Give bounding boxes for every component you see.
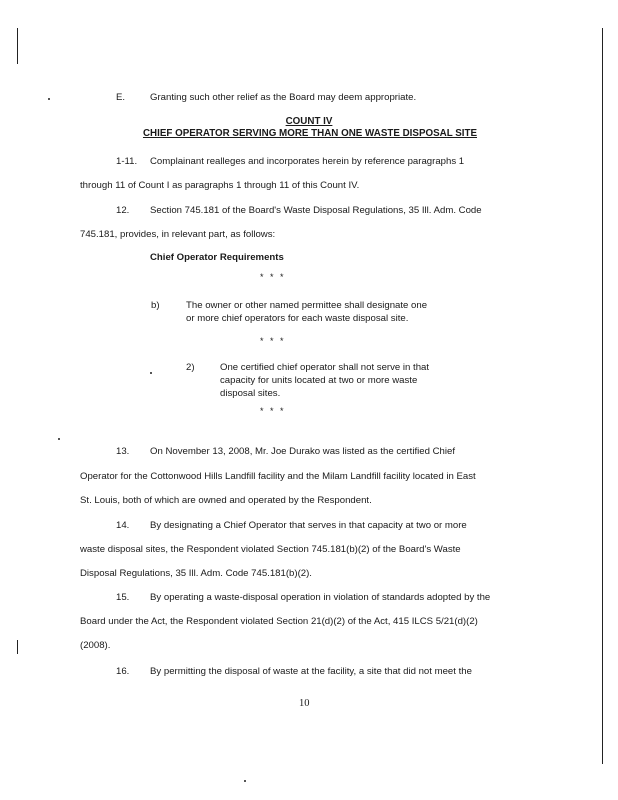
count-number: COUNT IV — [285, 116, 333, 127]
scan-left-edge-lower — [17, 640, 18, 654]
paragraph-text: 745.181, provides, in relevant part, as follows: — [80, 229, 276, 240]
quote-text: disposal sites. — [220, 388, 281, 399]
ellipsis-stars: * * * — [260, 272, 286, 282]
count-title: CHIEF OPERATOR SERVING MORE THAN ONE WASTE DISPOSAL SITE — [142, 128, 478, 139]
paragraph-number: 15. — [116, 592, 130, 603]
paragraph-text: By permitting the disposal of waste at the facility, a site that did not meet the — [150, 666, 472, 677]
paragraph-number: 16. — [116, 666, 130, 677]
quote-subsection-label: 2) — [186, 362, 195, 373]
paragraph-text: Section 745.181 of the Board's Waste Disposal Regulations, 35 Ill. Adm. Code — [150, 205, 482, 216]
paragraph-number: 14. — [116, 520, 130, 531]
paragraph-text: St. Louis, both of which are owned and operated by the Respondent. — [80, 495, 372, 506]
page-number: 10 — [299, 698, 310, 709]
paragraph-text: through 11 of Count I as paragraphs 1 through 11 of this Count IV. — [80, 180, 360, 191]
paragraph-number: 13. — [116, 446, 130, 457]
ellipsis-stars: * * * — [260, 406, 286, 416]
scan-left-edge — [17, 28, 18, 64]
paragraph-text: Operator for the Cottonwood Hills Landfill facility and the Milam Landfill facility located in East — [80, 471, 476, 482]
paragraph-number: 12. — [116, 205, 130, 216]
paragraph-text: On November 13, 2008, Mr. Joe Durako was listed as the certified Chief — [150, 446, 456, 457]
paragraph-text: waste disposal sites, the Respondent violated Section 745.181(b)(2) of the Board's Waste — [80, 544, 461, 555]
scan-right-edge — [602, 28, 603, 764]
quote-heading: Chief Operator Requirements — [150, 252, 284, 263]
paragraph-number: 1-11. — [116, 156, 138, 167]
scan-speck — [48, 98, 50, 100]
quote-text: One certified chief operator shall not serve in that — [220, 362, 430, 373]
paragraph-text: Complainant realleges and incorporates herein by reference paragraphs 1 — [150, 156, 465, 167]
paragraph-text: By designating a Chief Operator that serves in that capacity at two or more — [150, 520, 467, 531]
paragraph-text: Board under the Act, the Respondent violated Section 21(d)(2) of the Act, 415 ILCS 5/21(d)(2) — [80, 616, 478, 627]
scan-speck — [58, 438, 60, 440]
ellipsis-stars: * * * — [260, 336, 286, 346]
scan-speck — [244, 780, 246, 782]
intro-text: Granting such other relief as the Board may deem appropriate. — [150, 92, 417, 103]
paragraph-text: By operating a waste-disposal operation in violation of standards adopted by the — [150, 592, 491, 603]
paragraph-text: Disposal Regulations, 35 Ill. Adm. Code 745.181(b)(2). — [80, 568, 312, 579]
quote-subsection-label: b) — [151, 300, 160, 311]
intro-label: E. — [116, 92, 126, 103]
quote-text: or more chief operators for each waste disposal site. — [186, 313, 409, 324]
scan-speck — [150, 372, 152, 374]
paragraph-text: (2008). — [80, 640, 111, 651]
quote-text: The owner or other named permittee shall designate one — [186, 300, 428, 311]
quote-text: capacity for units located at two or more waste — [220, 375, 418, 386]
